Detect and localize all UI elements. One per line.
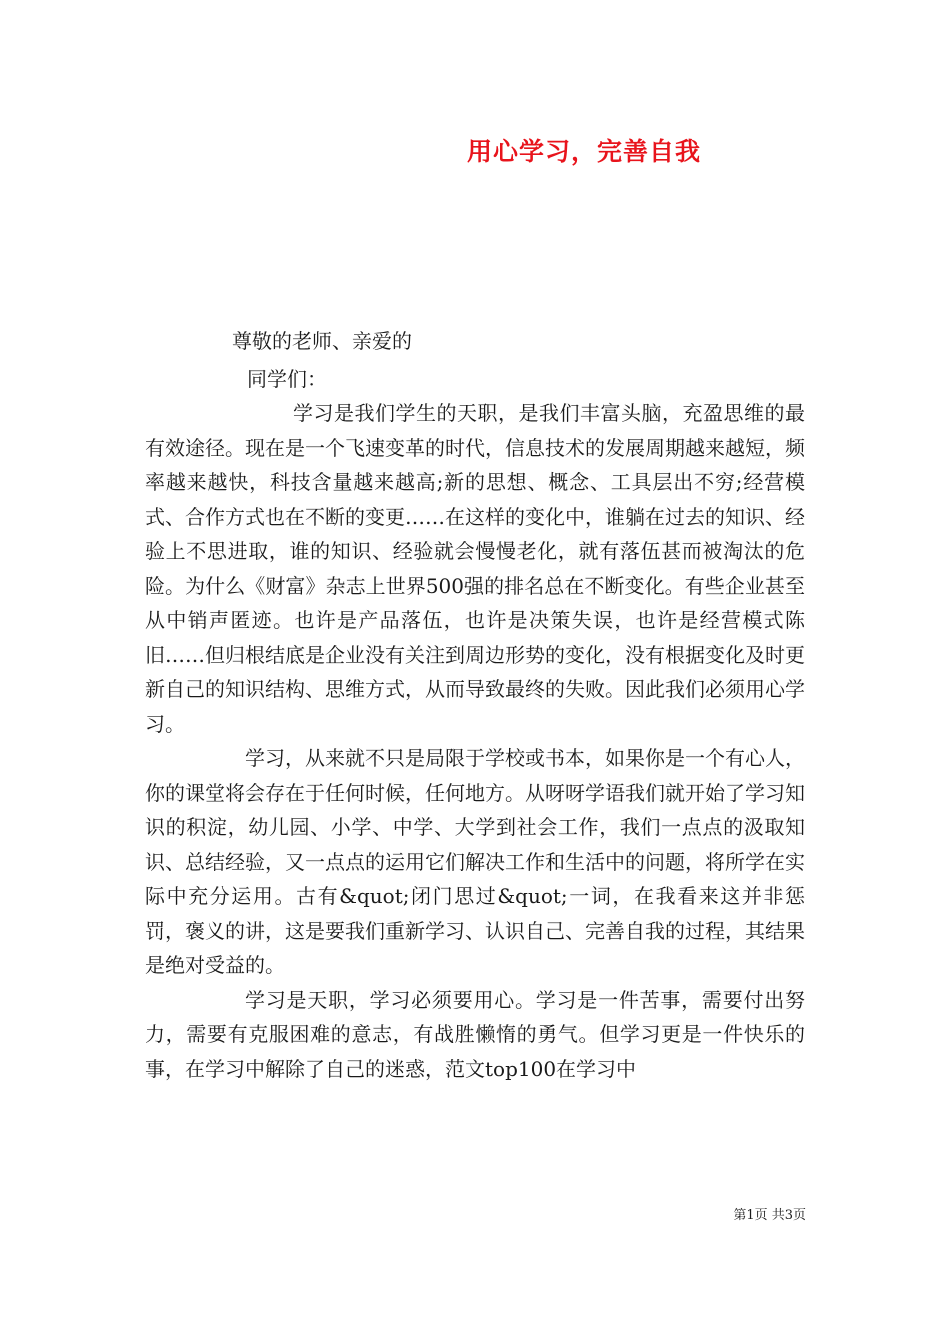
salutation-line-2: 同学们： xyxy=(247,367,327,391)
document-title: 用心学习，完善自我 xyxy=(466,137,701,166)
page-footer: 第1页 共3页 xyxy=(733,1208,806,1223)
body-text xyxy=(145,396,805,1086)
paragraph-3: 学习是天职，学习必须要用心。学习是一件苦事，需要付出努力，需要有克服困难的意志，有战胜懒惰的勇气。但学习更是一件快乐的事，在学习中解除了自己的迷惑，范文top100在学习中 xyxy=(145,987,805,1081)
paragraph-1: 学习是我们学生的天职，是我们丰富头脑，充盈思维的最有效途径。现在是一个飞速变革的时代，信息技术的发展周期越来越短，频率越来越快，科技含量越来越高;新的思想、概念、工具层出不穷;经营模式、合作方式也在不断的变更……在这样的变化中，谁躺在过去的知识、经验上不思进取，谁的知识、经验就会慢慢老化，就有落伍甚而被淘汰的危险。为什么《财富》杂志上世界500强的排名总在不断变化。有些企业甚至从中销声匿迹。也许是产品落伍，也许是决策失误，也许是经营模式陈旧……但归根结底是企业没有关注到周边形势的变化，没有根据变化及时更新自己的知识结构、思维方式，从而导致最终的失败。因此我们必须用心学习。 xyxy=(145,401,805,736)
paragraph-2: 学习，从来就不只是局限于学校或书本，如果你是一个有心人，你的课堂将会存在于任何时候，任何地方。从呀呀学语我们就开始了学习知识的积淀，幼儿园、小学、中学、大学到社会工作，我们一点点的汲取知识、总结经验，又一点点的运用它们解决工作和生活中的问题，将所学在实际中充分运用。古有&quot;闭门思过&quot;一词，在我看来这并非惩罚，褒义的讲，这是要我们重新学习、认识自己、完善自我的过程，其结果是绝对受益的。 xyxy=(145,746,805,977)
salutation-line-1: 尊敬的老师、亲爱的 xyxy=(232,329,412,353)
